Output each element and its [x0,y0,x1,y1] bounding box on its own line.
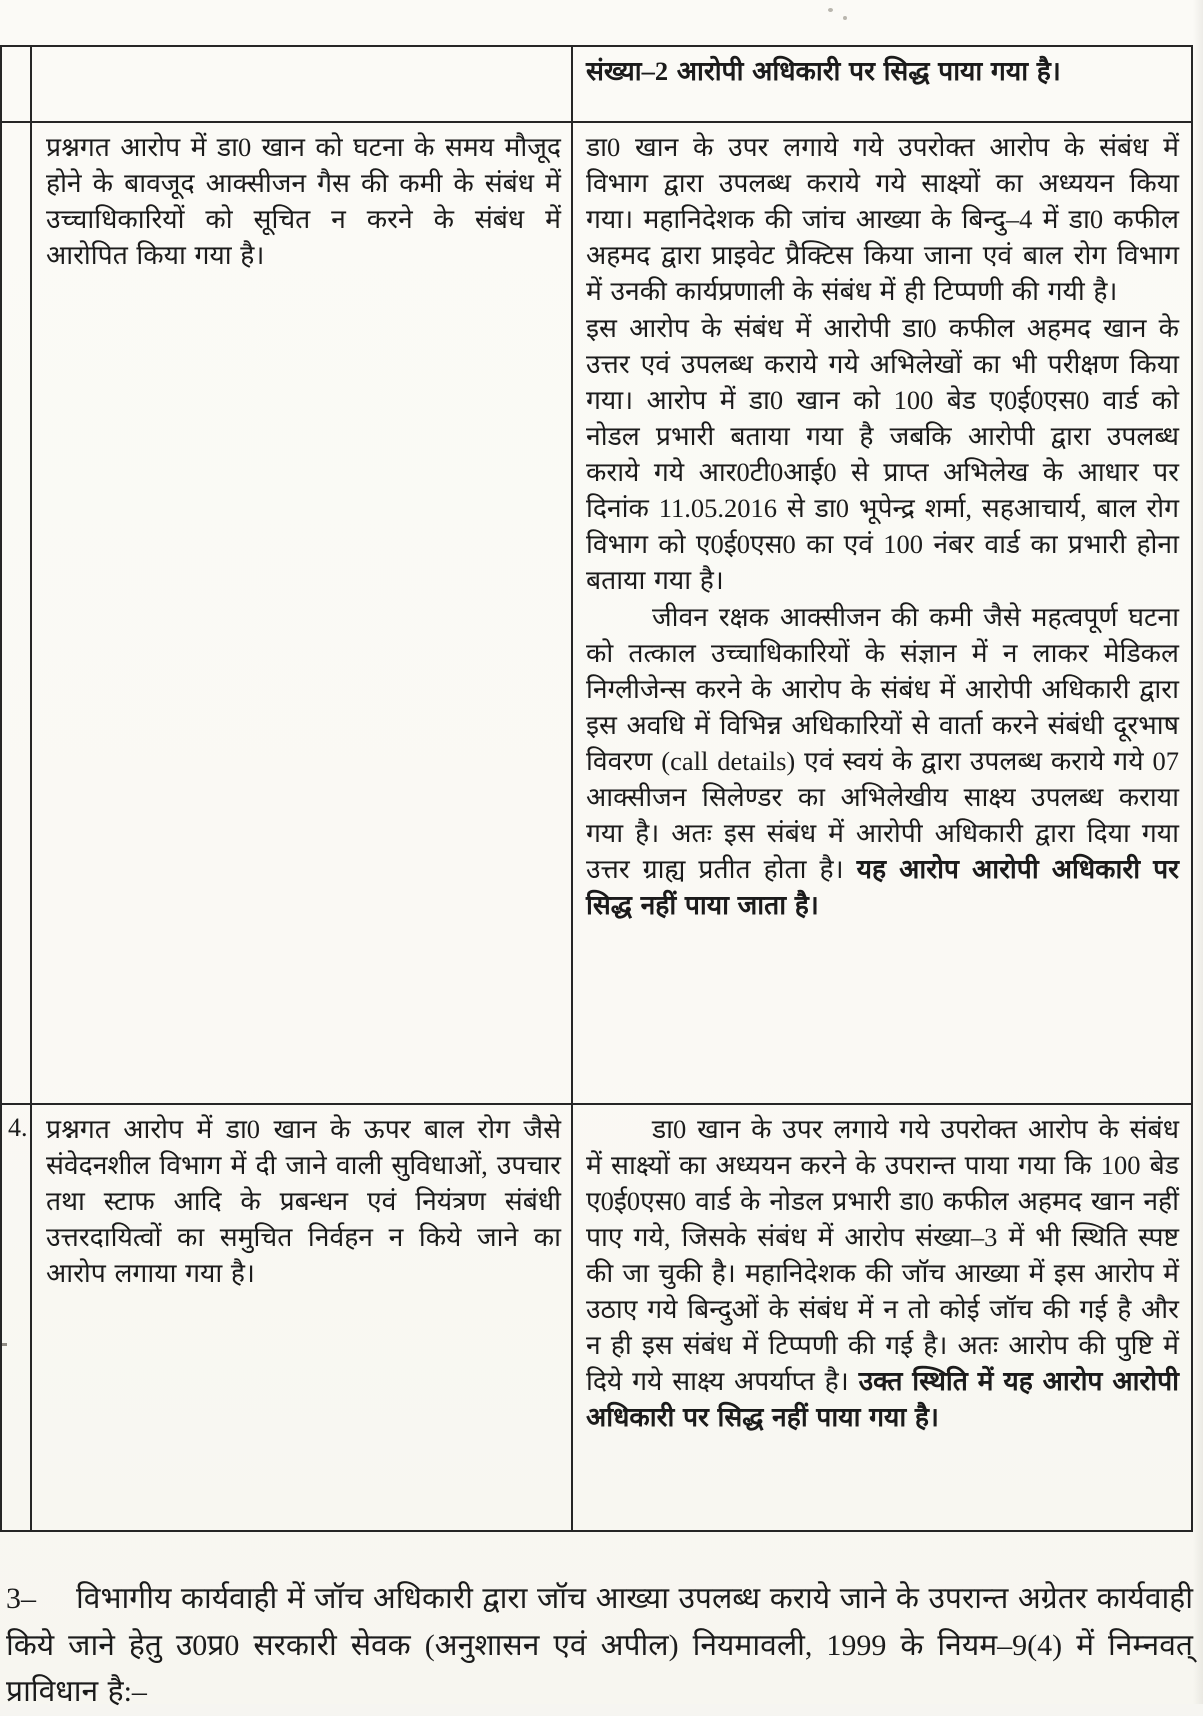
finding-conclusion-partial: संख्या–2 आरोपी अधिकारी पर सिद्ध पाया गया है। [586,56,1061,86]
allegation-text-4: प्रश्नगत आरोप में डा0 खान के ऊपर बाल रोग जैसे संवेदनशील विभाग में दी जाने वाली सुविधाओं, उपचार तथा स्टाफ आदि के प्रबन्धन एवं नियंत्रण संबंधी उत्तरदायित्वों का समुचित निर्वहन न किये जाने का आरोप लगाया गया है। [46,1114,561,1288]
finding-paragraph-1: डा0 खान के उपर लगाये गये उपरोक्त आरोप के संबंध में विभाग द्वारा उपलब्ध कराये गये साक्ष्यों का अध्ययन किया गया। महानिदेशक की जांच आख्या के बिन्दु–4 में डा0 कफील अहमद द्वारा प्राइवेट प्रैक्टिस किया जाना एवं बाल रोग विभाग में उनकी कार्यप्रणाली के संबंध में ही टिप्पणी की गयी है। [586,132,1179,306]
section-number: 3– [6,1582,36,1615]
finding-conclusion-4: उक्त स्थिति में यह आरोप आरोपी अधिकारी पर सिद्ध नहीं पाया गया है। [586,1366,1180,1432]
allegation-cell-4 [32,1105,573,1530]
scan-speck [828,8,833,12]
finding-conclusion-3: यह आरोप आरोपी अधिकारी पर सिद्ध नहीं पाया जाता है। [586,854,1179,920]
row-number-cell-4: 4. [2,1105,32,1530]
finding-cell-4 [573,1105,1191,1530]
finding-paragraph-3-text: जीवन रक्षक आक्सीजन की कमी जैसे महत्वपूर्ण घटना को तत्काल उच्चाधिकारियों के संज्ञान में न लाकर मेडिकल निग्लीजेन्स करने के आरोप के संबंध में आरोपी अधिकारी द्वारा इस अवधि में विभिन्न अधिकारियों से वार्ता करने संबंधी दूरभाष विवरण (call details) एवं स्वयं के द्वारा उपलब्ध कराये गये 07 आक्सीजन सिलेण्डर का अभिलेखीय साक्ष्य उपलब्ध कराया गया है। अतः इस संबंध में आरोपी अधिकारी द्वारा दिया गया उत्तर ग्राह्य प्रतीत होता है। [586,602,1179,884]
charges-findings-table [0,45,1193,1532]
row-number-cell-3 [2,123,32,1105]
row-number-cell-partial [2,47,32,123]
finding-cell-3 [573,123,1191,1105]
section-3-paragraph [6,1576,1193,1716]
finding-paragraph-4-text: डा0 खान के उपर लगाये गये उपरोक्त आरोप के संबंध में साक्ष्यों का अध्ययन करने के उपरान्त पाया गया कि 100 बेड ए0ई0एस0 वार्ड के नोडल प्रभारी डा0 कफील अहमद खान नहीं पाए गये, जिसके संबंध में आरोप संख्या–3 में भी स्थिति स्पष्ट की जा चुकी है। महानिदेशक की जॉच आख्या में इस आरोप में उठाए गये बिन्दुओं के संबंध में न तो कोई जॉच की गई है और न ही इस संबंध में टिप्पणी की गई है। अतः आरोप की पुष्टि में दिये गये साक्ष्य अपर्याप्त है। [586,1114,1179,1396]
section-3-text: विभागीय कार्यवाही में जॉच अधिकारी द्वारा जॉच आख्या उपलब्ध कराये जाने के उपरान्त अग्रेतर कार्यवाही किये जाने हेतु उ0प्र0 सरकारी सेवक (अनुशासन एवं अपील) नियमावली, 1999 के नियम–9(4) में निम्नवत् प्राविधान है:– [6,1582,1193,1708]
allegation-cell-partial [32,47,573,123]
finding-paragraph-3 [586,599,1179,923]
allegation-cell-3 [32,123,573,1105]
finding-paragraph-4 [586,1111,1179,1435]
finding-paragraph-2: इस आरोप के संबंध में आरोपी डा0 कफील अहमद खान के उत्तर एवं उपलब्ध कराये गये अभिलेखों का भी परीक्षण किया गया। आरोप में डा0 खान को 100 बेड ए0ई0एस0 वार्ड को नोडल प्रभारी बताया गया है जबकि आरोपी द्वारा उपलब्ध कराये गये आर0टी0आई0 से प्राप्त अभिलेख के आधार पर दिनांक 11.05.2016 से डा0 भूपेन्द्र शर्मा, सहआचार्य, बाल रोग विभाग को ए0ई0एस0 का एवं 100 नंबर वार्ड का प्रभारी होना बताया गया है। [586,313,1179,595]
finding-cell-partial [573,47,1191,123]
allegation-text-3: प्रश्नगत आरोप में डा0 खान को घटना के समय मौजूद होने के बावजूद आक्सीजन गैस की कमी के संबंध में उच्चाधिकारियों को सूचित न करने के संबंध में आरोपित किया गया है। [46,132,561,270]
scan-speck [843,16,847,20]
scan-edge-shading [1193,0,1203,1704]
